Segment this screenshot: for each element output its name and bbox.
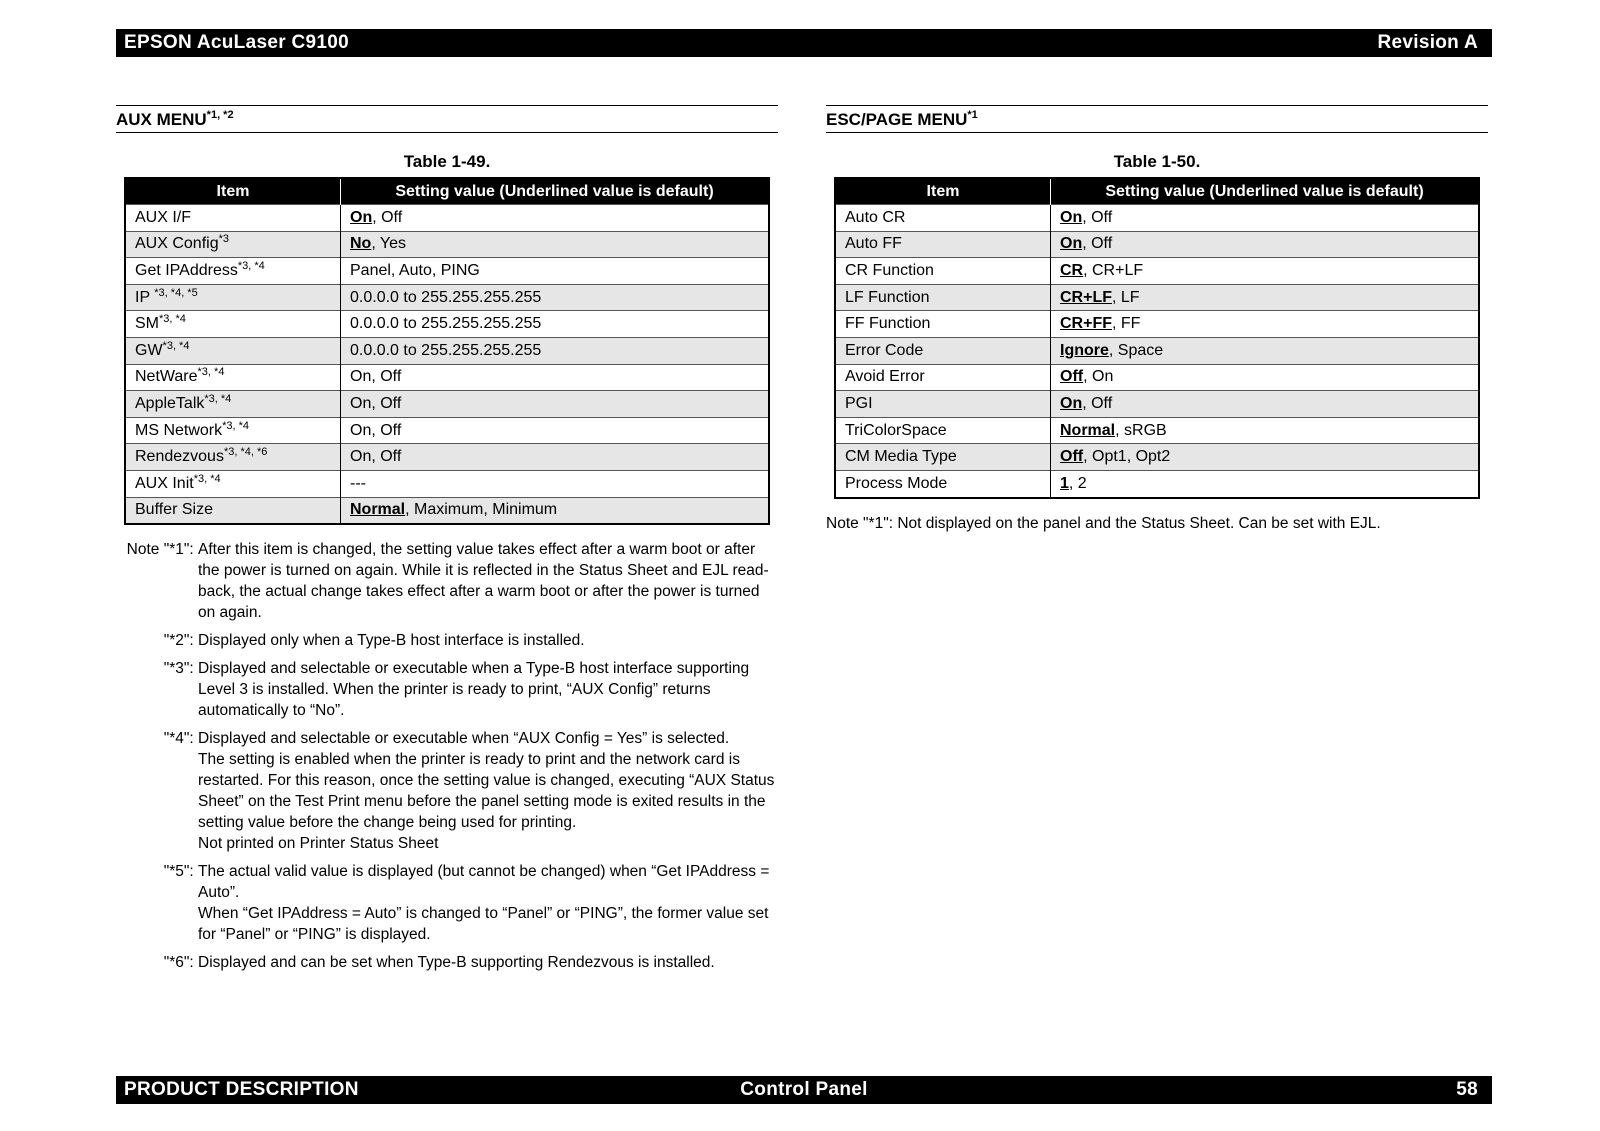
setting-value-cell [341, 497, 770, 524]
setting-value-cell [341, 258, 770, 285]
item-name: Error Code [845, 341, 924, 359]
table-row [125, 311, 769, 338]
table-row [125, 417, 769, 444]
footnote [116, 861, 778, 945]
footnote-body [198, 952, 778, 973]
setting-value-cell [1051, 258, 1480, 285]
item-footnote-ref: *3, *4 [197, 366, 225, 379]
other-values: On, Off [350, 448, 402, 466]
setting-value-cell [1051, 391, 1480, 418]
footnote-text: Displayed and can be set when Type-B supporting Rendezvous is installed. [198, 954, 715, 972]
table-row [835, 444, 1479, 471]
footnote-key: "*6": [163, 954, 198, 972]
setting-value-cell [1051, 417, 1480, 444]
footnote-body [198, 658, 778, 721]
setting-value-cell [341, 205, 770, 232]
item-footnote-ref: *3, *4 [222, 419, 250, 432]
item-footnote-ref: *3, *4, *5 [154, 286, 198, 299]
setting-value-cell [341, 470, 770, 497]
item-cell [125, 337, 341, 364]
other-values: , Opt1, Opt2 [1083, 448, 1171, 466]
footnote [116, 728, 778, 854]
footnote-body [198, 861, 778, 945]
item-name: AUX Init [135, 474, 194, 492]
item-footnote-ref: *3, *4 [193, 472, 221, 485]
footnote-text: Displayed and selectable or executable when “AUX Config = Yes” is selected. [198, 730, 730, 748]
default-value: Normal [350, 501, 406, 519]
default-value: No [350, 235, 372, 253]
footnote-text: Displayed and selectable or executable when a Type-B host interface supporting Level 3 is installed. When the printer is ready to print, “AUX Config” returns automatically to “No”. [198, 660, 750, 720]
aux-notes [116, 539, 778, 973]
item-cell [835, 311, 1051, 338]
setting-value-cell [341, 364, 770, 391]
setting-value-cell [1051, 444, 1480, 471]
default-value: CR+LF [1060, 288, 1112, 306]
item-name: Auto FF [845, 235, 902, 253]
table-row [835, 205, 1479, 232]
item-name: IP [135, 288, 155, 306]
other-values: 0.0.0.0 to 255.255.255.255 [350, 341, 542, 359]
footer-bar [116, 1076, 1492, 1104]
header-revision: Revision A [1377, 32, 1478, 53]
item-name: GW [135, 341, 163, 359]
table-row [835, 258, 1479, 285]
table-row [125, 205, 769, 232]
escpage-note: Note "*1": Not displayed on the panel and the Status Sheet. Can be set with EJL. [826, 514, 1381, 532]
other-values: 0.0.0.0 to 255.255.255.255 [350, 288, 542, 306]
other-values: Panel, Auto, PING [350, 261, 480, 279]
other-values: , Off [372, 208, 403, 226]
other-values: , Off [1082, 235, 1113, 253]
setting-value-cell [1051, 205, 1480, 232]
footnote-key: Note "*1": [126, 541, 198, 559]
setting-value-cell [341, 444, 770, 471]
footnote-key: "*2": [163, 632, 198, 650]
footer-page-number: 58 [1456, 1079, 1478, 1100]
default-value: Normal [1060, 421, 1116, 439]
default-value: On [1060, 235, 1083, 253]
footnote-body [198, 539, 778, 623]
footnote-body [198, 728, 778, 854]
setting-value-cell [341, 417, 770, 444]
table-row [835, 470, 1479, 497]
other-values: , Space [1108, 341, 1164, 359]
item-cell [835, 364, 1051, 391]
footnote-text: The actual valid value is displayed (but cannot be changed) when “Get IPAddress = Auto”. [198, 863, 770, 902]
footnote-text: The setting is enabled when the printer is ready to print and the network card is restarted. For this reason, once the setting value is changed, executing “AUX Status Sheet” on the Test Print menu before the panel setting mode is exited results in the setting value before the change being used for printing. [198, 751, 775, 832]
item-cell [835, 470, 1051, 497]
other-values: On, Off [350, 368, 402, 386]
footnote-key: "*5": [163, 863, 198, 881]
footnote [116, 952, 778, 973]
table-row [125, 284, 769, 311]
setting-value-cell [341, 311, 770, 338]
item-cell [125, 311, 341, 338]
setting-value-cell [1051, 364, 1480, 391]
footnote-text: When “Get IPAddress = Auto” is changed to “Panel” or “PING”, the former value set for “Panel” or “PING” is displayed. [198, 905, 769, 944]
other-values: , On [1083, 368, 1114, 386]
item-name: Buffer Size [135, 501, 213, 519]
item-name: Process Mode [845, 474, 948, 492]
item-footnote-ref: *3, *4 [159, 313, 186, 326]
table-row [835, 231, 1479, 258]
setting-value-cell [341, 391, 770, 418]
other-values: , FF [1112, 315, 1141, 333]
footnote [116, 539, 778, 623]
default-value: On [1060, 394, 1083, 412]
item-name: AUX I/F [135, 208, 192, 226]
footnote-text: Displayed only when a Type-B host interface is installed. [198, 632, 585, 650]
column-header-setting-value: Setting value (Underlined value is default) [1051, 178, 1480, 205]
aux-menu-table [124, 177, 770, 525]
table-row [125, 470, 769, 497]
table-row [125, 497, 769, 524]
item-name: AppleTalk [135, 394, 205, 412]
item-name: TriColorSpace [845, 421, 947, 439]
item-name: MS Network [135, 421, 223, 439]
item-cell [125, 284, 341, 311]
item-name: AUX Config [135, 235, 219, 253]
table-row [835, 391, 1479, 418]
escpage-menu-section [826, 105, 1488, 534]
item-cell [125, 205, 341, 232]
item-cell [835, 444, 1051, 471]
column-header-setting-value: Setting value (Underlined value is default) [341, 178, 770, 205]
item-cell [835, 231, 1051, 258]
other-values: , CR+LF [1083, 261, 1144, 279]
table-row [125, 364, 769, 391]
table-row [835, 364, 1479, 391]
item-cell [835, 258, 1051, 285]
footnote-body [198, 630, 778, 651]
other-values: , Off [1082, 208, 1113, 226]
other-values: 0.0.0.0 to 255.255.255.255 [350, 315, 542, 333]
item-name: LF Function [845, 288, 930, 306]
item-name: CM Media Type [845, 448, 957, 466]
item-cell [835, 284, 1051, 311]
table-row [835, 284, 1479, 311]
column-header-item: Item [125, 178, 341, 205]
setting-value-cell [1051, 337, 1480, 364]
footnote-key: "*3": [163, 660, 198, 678]
escpage-menu-title: ESC/PAGE MENU$^{*1}$ [826, 105, 1488, 133]
footer-section: PRODUCT DESCRIPTION [124, 1079, 359, 1100]
item-name: Auto CR [845, 208, 906, 226]
default-value: On [1060, 208, 1083, 226]
item-footnote-ref: *3, *4 [204, 392, 232, 405]
item-cell [125, 470, 341, 497]
item-cell [125, 258, 341, 285]
header-title: EPSON AcuLaser C9100 [124, 32, 349, 53]
item-cell [835, 205, 1051, 232]
default-value: 1 [1060, 474, 1069, 492]
setting-value-cell [341, 284, 770, 311]
item-name: Rendezvous [135, 448, 224, 466]
footnote [116, 658, 778, 721]
item-name: NetWare [135, 368, 198, 386]
setting-value-cell [1051, 231, 1480, 258]
escpage-menu-table [834, 177, 1480, 499]
item-cell [125, 391, 341, 418]
footnote-text: Not printed on Printer Status Sheet [198, 835, 439, 853]
item-name: Get IPAddress [135, 261, 238, 279]
default-value: CR [1060, 261, 1084, 279]
footnote-key: "*4": [163, 730, 198, 748]
default-value: Off [1060, 448, 1084, 466]
other-values: , Yes [371, 235, 407, 253]
item-footnote-ref: *3, *4 [237, 259, 265, 272]
header-bar [116, 29, 1492, 57]
other-values: , Off [1082, 394, 1113, 412]
other-values: , Maximum, Minimum [405, 501, 558, 519]
column-header-item: Item [835, 178, 1051, 205]
footer-chapter: Control Panel [740, 1079, 868, 1100]
setting-value-cell [1051, 470, 1480, 497]
item-cell [125, 444, 341, 471]
other-values: , 2 [1068, 474, 1087, 492]
table-row [835, 311, 1479, 338]
table-row [835, 417, 1479, 444]
item-name: SM [135, 315, 159, 333]
aux-menu-section [116, 105, 778, 980]
other-values: --- [350, 474, 366, 492]
item-cell [125, 417, 341, 444]
escpage-table-caption: Table 1-50. [1113, 152, 1201, 171]
item-footnote-ref: *3, *4, *6 [223, 446, 268, 459]
footnote [116, 630, 778, 651]
default-value: Ignore [1060, 341, 1109, 359]
table-row [125, 444, 769, 471]
item-footnote-ref: *3, *4 [162, 339, 190, 352]
other-values: On, Off [350, 394, 402, 412]
item-cell [125, 231, 341, 258]
footnote-text: After this item is changed, the setting value takes effect after a warm boot or after the power is turned on again. While it is reflected in the Status Sheet and EJL read-back, the actual change takes effect after a warm boot or after the power is turned on again. [198, 541, 769, 622]
item-cell [125, 497, 341, 524]
default-value: On [350, 208, 373, 226]
aux-table-caption: Table 1-49. [403, 152, 491, 171]
item-name: Avoid Error [845, 368, 925, 386]
setting-value-cell [1051, 311, 1480, 338]
setting-value-cell [341, 231, 770, 258]
default-value: Off [1060, 368, 1084, 386]
item-cell [835, 337, 1051, 364]
default-value: CR+FF [1060, 315, 1112, 333]
other-values: , LF [1112, 288, 1140, 306]
setting-value-cell [341, 337, 770, 364]
setting-value-cell [1051, 284, 1480, 311]
table-row [835, 337, 1479, 364]
item-footnote-ref: *3 [218, 233, 229, 246]
aux-menu-title: AUX $MENU^{*1, *2}$ [116, 105, 778, 133]
item-name: CR Function [845, 261, 934, 279]
item-cell [835, 391, 1051, 418]
other-values: On, Off [350, 421, 402, 439]
table-row [125, 258, 769, 285]
table-row [125, 337, 769, 364]
item-name: PGI [845, 394, 873, 412]
item-cell [835, 417, 1051, 444]
item-cell [125, 364, 341, 391]
item-name: FF Function [845, 315, 931, 333]
table-row [125, 391, 769, 418]
other-values: , sRGB [1115, 421, 1167, 439]
table-row [125, 231, 769, 258]
